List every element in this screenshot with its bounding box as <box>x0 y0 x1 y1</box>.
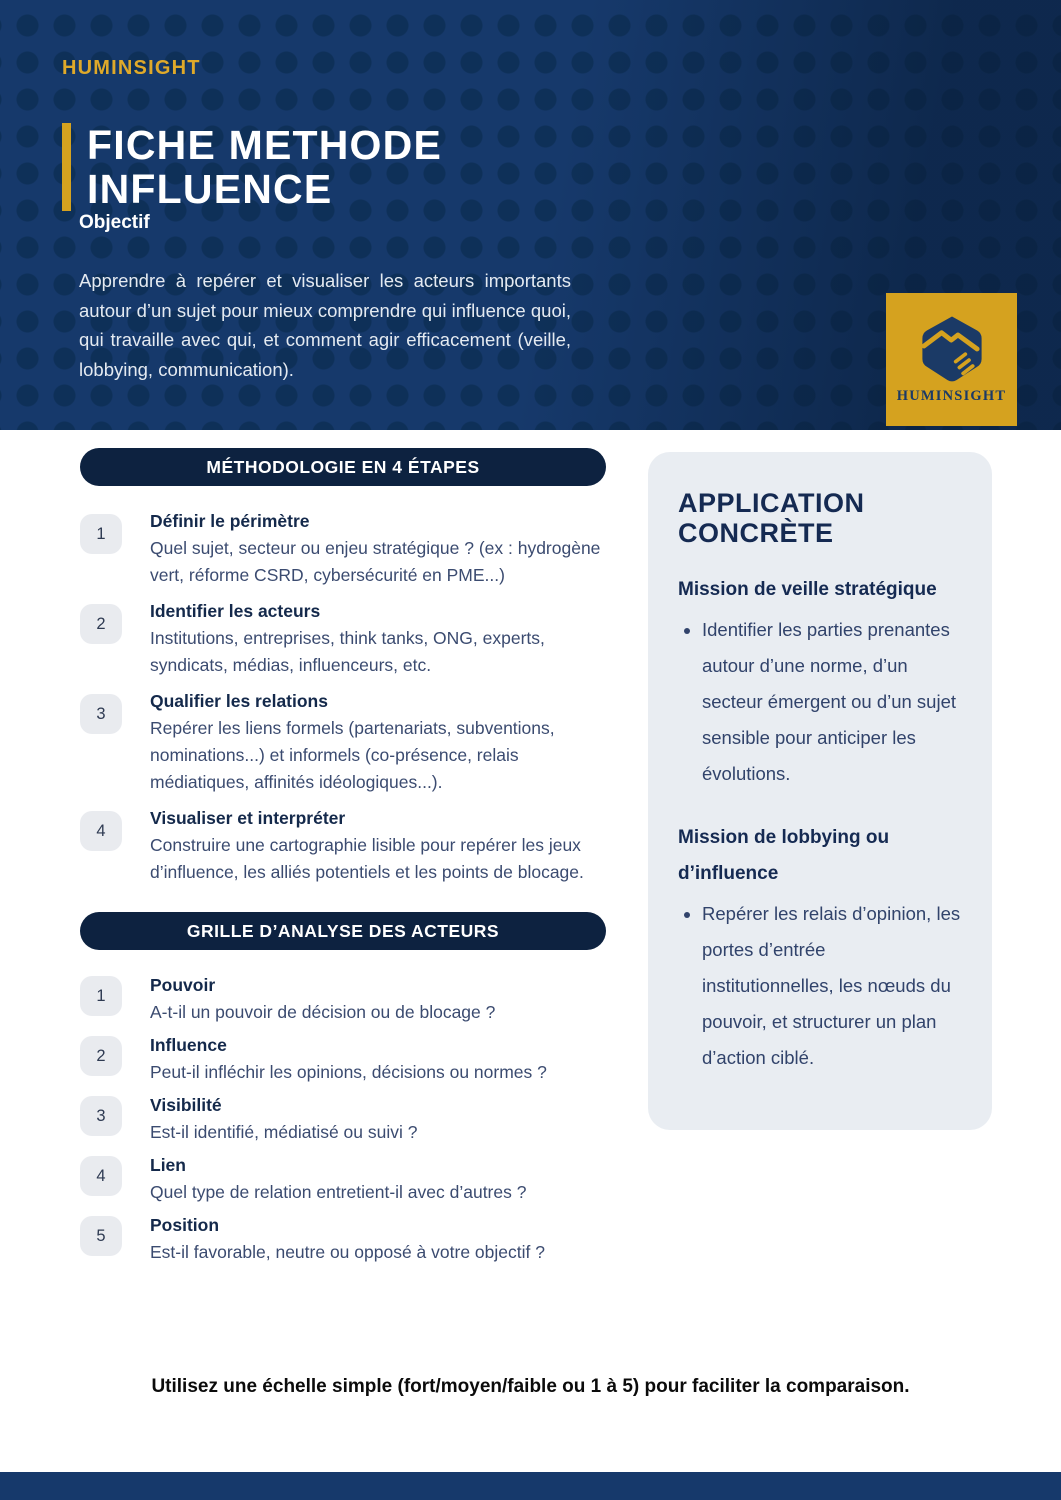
item-title: Visibilité <box>150 1095 222 1115</box>
item-number-badge: 1 <box>80 976 122 1016</box>
objectif-label: Objectif <box>79 212 150 233</box>
bullet-item: • Identifier les parties prenantes autour d’une norme, d’un secteur émergent ou d’un sujet sensible pour anticiper les évolutions. <box>702 612 962 792</box>
step-text: Institutions, entreprises, think tanks, ONG, experts, syndicats, médias, influenceurs, etc. <box>150 628 545 675</box>
step-text: Repérer les liens formels (partenariats, subventions, nominations...) et informels (co-présence, relais médiatiques, affinités idéologiques...). <box>150 718 555 792</box>
grid-item-3 <box>80 1092 606 1146</box>
footer-bar <box>0 1472 1061 1500</box>
item-text: A-t-il un pouvoir de décision ou de blocage ? <box>150 1002 496 1022</box>
brand-kicker: HUMINSIGHT <box>62 57 201 79</box>
page-title-line1: FICHE METHODE <box>87 122 442 169</box>
methodology-step-2 <box>80 598 606 679</box>
header-banner <box>0 0 1061 430</box>
methodology-step-1 <box>80 508 606 589</box>
methodology-step-4 <box>80 805 606 886</box>
step-number-badge: 1 <box>80 514 122 554</box>
logo-wordmark: HUMINSIGHT <box>896 388 1007 404</box>
item-title: Pouvoir <box>150 975 216 995</box>
step-number-badge: 3 <box>80 694 122 734</box>
item-text: Est-il favorable, neutre ou opposé à votre objectif ? <box>150 1242 545 1262</box>
bullet-item: • Repérer les relais d’opinion, les portes d’entrée institutionnelles, les nœuds du pouvoir, et structurer un plan d’action ciblé. <box>702 896 962 1076</box>
handshake-icon <box>915 314 989 384</box>
application-title <box>678 488 962 548</box>
methodology-heading: MÉTHODOLOGIE EN 4 ÉTAPES <box>80 448 606 486</box>
item-number-badge: 3 <box>80 1096 122 1136</box>
methodology-step-3 <box>80 688 606 796</box>
application-subhead-veille: Mission de veille stratégique <box>678 579 937 600</box>
item-title: Influence <box>150 1035 227 1055</box>
step-title: Visualiser et interpréter <box>150 808 346 828</box>
step-title: Identifier les acteurs <box>150 601 321 621</box>
objectif-text: Apprendre à repérer et visualiser les acteurs importants autour d’un sujet pour mieux comprendre qui influence quoi, qui travaille avec qui, et comment agir efficacement (veille, lobbying, communication). <box>79 270 571 380</box>
step-title: Définir le périmètre <box>150 511 310 531</box>
grid-item-1 <box>80 972 606 1026</box>
item-number-badge: 4 <box>80 1156 122 1196</box>
application-title-line1: APPLICATION <box>678 488 865 518</box>
application-subhead-lobbying: Mission de lobbying ou d’influence <box>678 827 890 884</box>
methodology-section <box>80 448 606 1272</box>
item-title: Lien <box>150 1155 186 1175</box>
application-bullets-veille <box>678 612 962 792</box>
step-title: Qualifier les relations <box>150 691 328 711</box>
item-text: Peut-il infléchir les opinions, décisions ou normes ? <box>150 1062 547 1082</box>
scale-tip-note: Utilisez une échelle simple (fort/moyen/faible ou 1 à 5) pour faciliter la comparaison. <box>151 1376 910 1397</box>
application-bullets-lobbying <box>678 896 962 1076</box>
item-text: Quel type de relation entretient-il avec d’autres ? <box>150 1182 527 1202</box>
item-title: Position <box>150 1215 220 1235</box>
grid-item-2 <box>80 1032 606 1086</box>
step-text: Construire une cartographie lisible pour repérer les jeux d’influence, les alliés potentiels et les points de blocage. <box>150 835 584 882</box>
application-panel <box>648 452 992 1130</box>
grid-item-5 <box>80 1212 606 1266</box>
page-title-line2: INFLUENCE <box>87 166 333 213</box>
grid-item-4 <box>80 1152 606 1206</box>
grid-heading: GRILLE D’ANALYSE DES ACTEURS <box>80 912 606 950</box>
step-text: Quel sujet, secteur ou enjeu stratégique ? (ex : hydrogène vert, réforme CSRD, cybersécurité en PME...) <box>150 538 601 585</box>
item-number-badge: 2 <box>80 1036 122 1076</box>
step-number-badge: 2 <box>80 604 122 644</box>
application-title-line2: CONCRÈTE <box>678 518 834 548</box>
huminsight-logo <box>886 293 1017 426</box>
step-number-badge: 4 <box>80 811 122 851</box>
item-number-badge: 5 <box>80 1216 122 1256</box>
item-text: Est-il identifié, médiatisé ou suivi ? <box>150 1122 418 1142</box>
page-title <box>62 123 442 211</box>
